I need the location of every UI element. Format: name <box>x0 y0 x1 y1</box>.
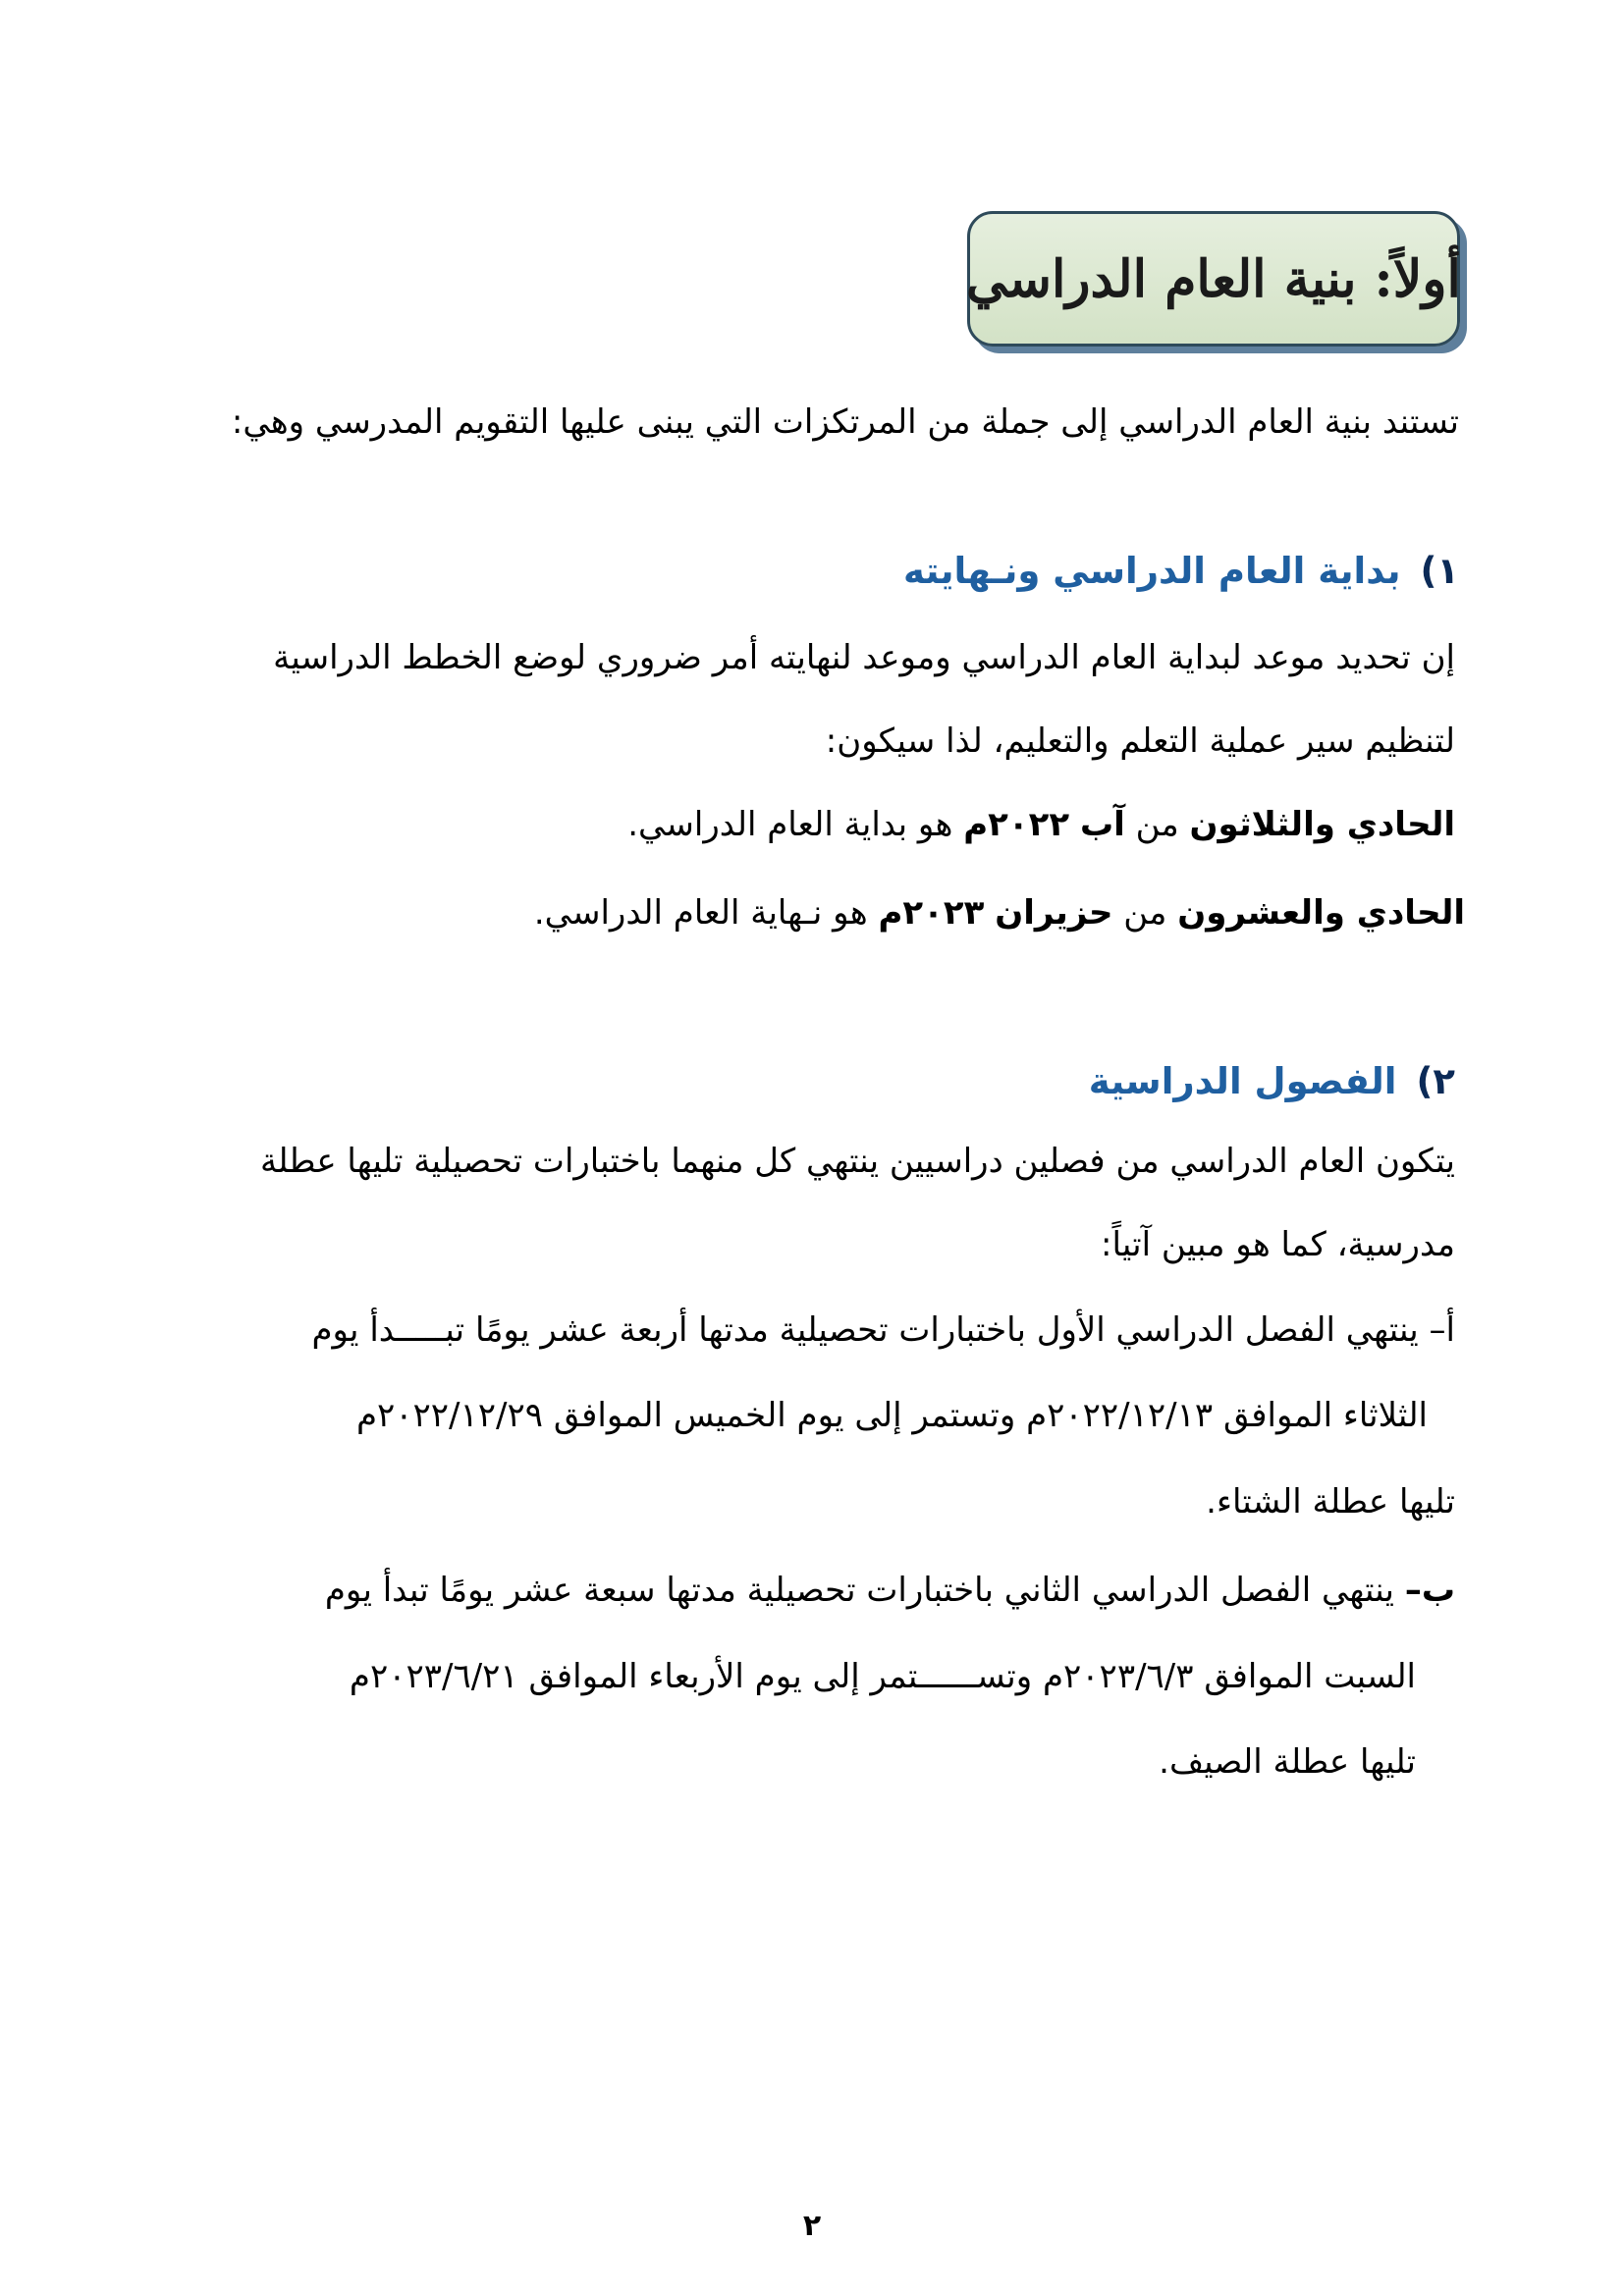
section-1-title: بداية العام الدراسي ونـهايته <box>903 550 1401 592</box>
item-a-line-2: الثلاثاء الموافق ٢٠٢٢/١٢/١٣م وتستمر إلى يوم الخميس الموافق ٢٠٢٢/١٢/٢٩م <box>355 1396 1428 1435</box>
end-month: حزيران <box>995 893 1113 933</box>
start-month: آب <box>1079 805 1125 844</box>
end-date-line <box>534 893 1465 933</box>
page-number: ٢ <box>802 2209 822 2243</box>
item-b-line-2: السبت الموافق ٢٠٢٣/٦/٣م وتســــــتمر إلى يوم الأربعاء الموافق ٢٠٢٣/٦/٢١م <box>349 1657 1416 1696</box>
section-2-paragraph-line-1: يتكون العام الدراسي من فصلين دراسيين ينتهي كل منهما باختبارات تحصيلية تليها عطلة <box>259 1142 1455 1181</box>
end-rest: هو نـهاية العام الدراسي. <box>533 893 868 933</box>
item-a-text-1: ينتهي الفصل الدراسي الأول باختبارات تحصيلية مدتها أربعة عشر يومًا تبـــــدأ يوم <box>311 1310 1419 1350</box>
start-day: الحادي والثلاثون <box>1189 805 1455 844</box>
intro-paragraph: تستند بنية العام الدراسي إلى جملة من المرتكزات التي يبنى عليها التقويم المدرسي وهي: <box>231 402 1459 442</box>
item-b-line-3: تليها عطلة الصيف. <box>1159 1742 1416 1782</box>
start-rest: هو بداية العام الدراسي. <box>627 805 953 844</box>
start-from: من <box>1135 805 1179 844</box>
start-year: ٢٠٢٢م <box>963 805 1070 844</box>
section-1-paragraph-line-2: لتنظيم سير عملية التعلم والتعليم، لذا سيكون: <box>825 721 1455 761</box>
end-from: من <box>1123 893 1167 933</box>
item-b-line-1 <box>325 1571 1455 1610</box>
end-year: ٢٠٢٣م <box>878 893 985 933</box>
section-2-paragraph-line-2: مدرسية، كما هو مبين آتياً: <box>1101 1225 1455 1264</box>
item-b-text-1: ينتهي الفصل الدراسي الثاني باختبارات تحصيلية مدتها سبعة عشر يومًا تبدأ يوم <box>324 1571 1395 1610</box>
start-date-line <box>627 805 1455 844</box>
section-2-heading <box>1089 1060 1455 1102</box>
section-2-title: الفصول الدراسية <box>1088 1060 1397 1102</box>
item-a-line-3: تليها عطلة الشتاء. <box>1206 1482 1455 1522</box>
end-day: الحادي والعشرون <box>1177 893 1465 933</box>
item-a-marker: أ– <box>1429 1310 1455 1350</box>
section-1-paragraph-line-1: إن تحديد موعد لبداية العام الدراسي وموعد لنهايته أمر ضروري لوضع الخطط الدراسية <box>273 638 1455 677</box>
title-box <box>967 211 1460 347</box>
page-title: أولاً: بنية العام الدراسي <box>966 248 1461 309</box>
section-1-number: ١) <box>1420 550 1459 592</box>
item-a-line-1 <box>311 1310 1455 1350</box>
section-2-number: ٢) <box>1416 1060 1455 1102</box>
section-1-heading <box>903 550 1459 592</box>
item-b-marker: ب– <box>1404 1571 1455 1610</box>
